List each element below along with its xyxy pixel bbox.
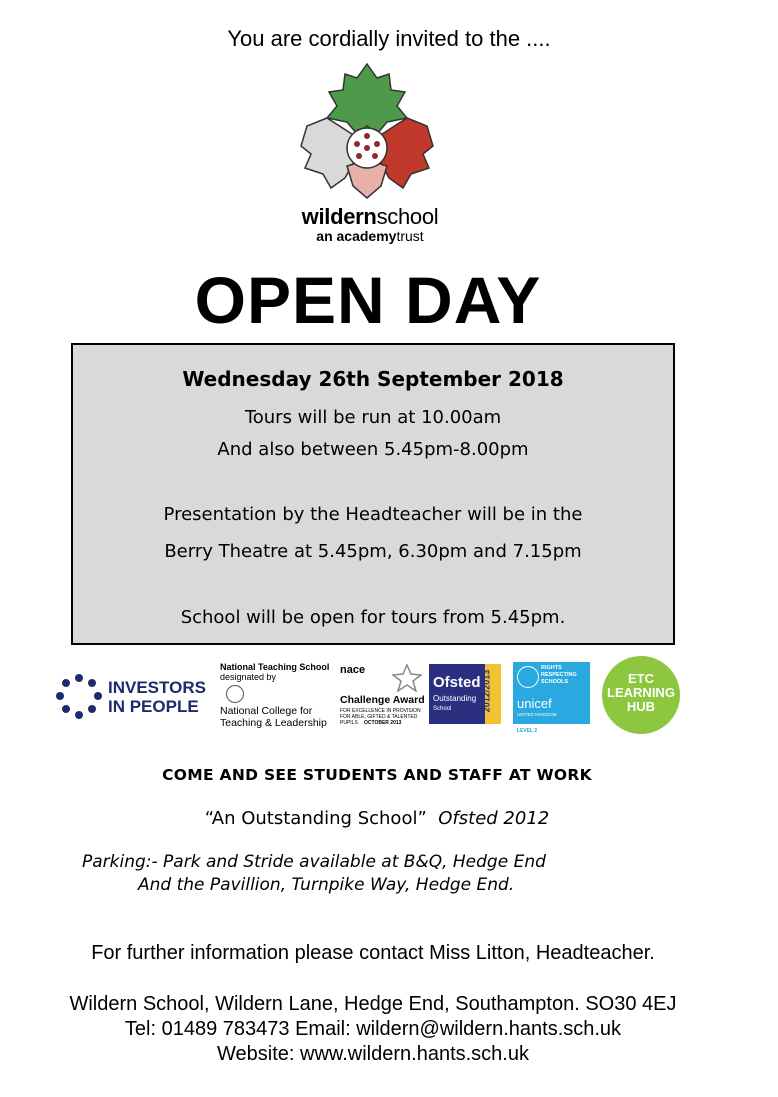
ofsted-year-band — [481, 664, 501, 724]
crest-icon — [226, 685, 244, 703]
open-tours-line: School will be open for tours from 5.45pm. — [180, 607, 566, 628]
unicef-uk: UNITED KINGDOM — [517, 712, 557, 717]
website: Website: www.wildern.hants.sch.uk — [217, 1043, 529, 1065]
parking-line-2: And the Pavillion, Turnpike Way, Hedge End. — [138, 875, 515, 895]
nace-name: nace — [340, 664, 366, 676]
investors-line-2: IN PEOPLE — [108, 697, 199, 716]
ofsted-name: Ofsted — [433, 674, 481, 691]
ofsted-outstanding-logo — [429, 664, 501, 724]
nts-title: National Teaching School — [220, 662, 330, 672]
investors-line-1: INVESTORS — [108, 678, 206, 697]
rrs-icon — [517, 666, 539, 688]
etc-2: LEARNING — [607, 685, 675, 700]
tel-email: Tel: 01489 783473 Email: wildern@wildern.hants.sch.uk — [124, 1018, 622, 1040]
etc-3: HUB — [626, 699, 656, 714]
event-date: Wednesday 26th September 2018 — [182, 367, 564, 391]
unicef-level: LEVEL 2 — [517, 728, 538, 734]
tours-morning: Tours will be run at 10.00am — [244, 407, 502, 428]
etc-learning-hub-logo — [602, 656, 680, 734]
event-info-box — [71, 343, 675, 645]
nace-challenge-award-logo — [340, 664, 425, 726]
rrs-3: SCHOOLS — [541, 679, 569, 685]
unicef-name: unicef — [517, 696, 552, 711]
nace-date: OCTOBER 2013 — [364, 720, 402, 726]
nts-designated: designated by — [220, 672, 277, 682]
parking-line-1: Parking:- Park and Stride available at B&Q, Hedge End — [82, 852, 546, 872]
quote-text: “An Outstanding School” — [204, 808, 427, 829]
laurel-icon — [56, 674, 102, 720]
presentation-line-2: Berry Theatre at 5.45pm, 6.30pm and 7.15pm — [164, 541, 582, 562]
come-see-heading: COME AND SEE STUDENTS AND STAFF AT WORK — [162, 766, 592, 784]
tours-evening: And also between 5.45pm-8.00pm — [217, 439, 529, 460]
intro-text: You are cordially invited to the .... — [227, 26, 551, 51]
page-title: OPEN DAY — [194, 263, 542, 337]
ofsted-school: School — [433, 706, 452, 712]
rrs-1: RIGHTS — [541, 665, 562, 671]
further-info: For further information please contact Miss Litton, Headteacher. — [91, 942, 655, 964]
nace-small: FOR EXCELLENCE IN PROVISION FOR ABLE, GIFTED & TALENTED PUPILS — [340, 708, 421, 726]
school-subtitle: an academytrust — [316, 228, 424, 244]
national-teaching-school-logo — [220, 662, 330, 732]
presentation-line-1: Presentation by the Headteacher will be in the — [163, 504, 583, 525]
star-icon — [392, 664, 422, 692]
school-name: wildernschool — [301, 204, 439, 229]
quote-source: Ofsted 2012 — [438, 808, 550, 829]
address: Wildern School, Wildern Lane, Hedge End, Southampton. SO30 4EJ — [69, 993, 677, 1015]
etc-1: ETC — [628, 671, 654, 686]
investors-in-people-logo — [56, 672, 206, 722]
unicef-rrs-logo — [513, 662, 590, 734]
ofsted-year: 2012/2013 — [481, 669, 492, 713]
wildern-flower-logo — [287, 56, 447, 206]
nace-award: Challenge Award — [340, 694, 425, 706]
ofsted-quote — [0, 808, 754, 829]
nts-college-1: National College for — [220, 705, 313, 717]
ofsted-grade: Outstanding — [433, 694, 477, 703]
nts-college-2: Teaching & Leadership — [220, 717, 327, 729]
rrs-2: RESPECTING — [541, 672, 577, 678]
